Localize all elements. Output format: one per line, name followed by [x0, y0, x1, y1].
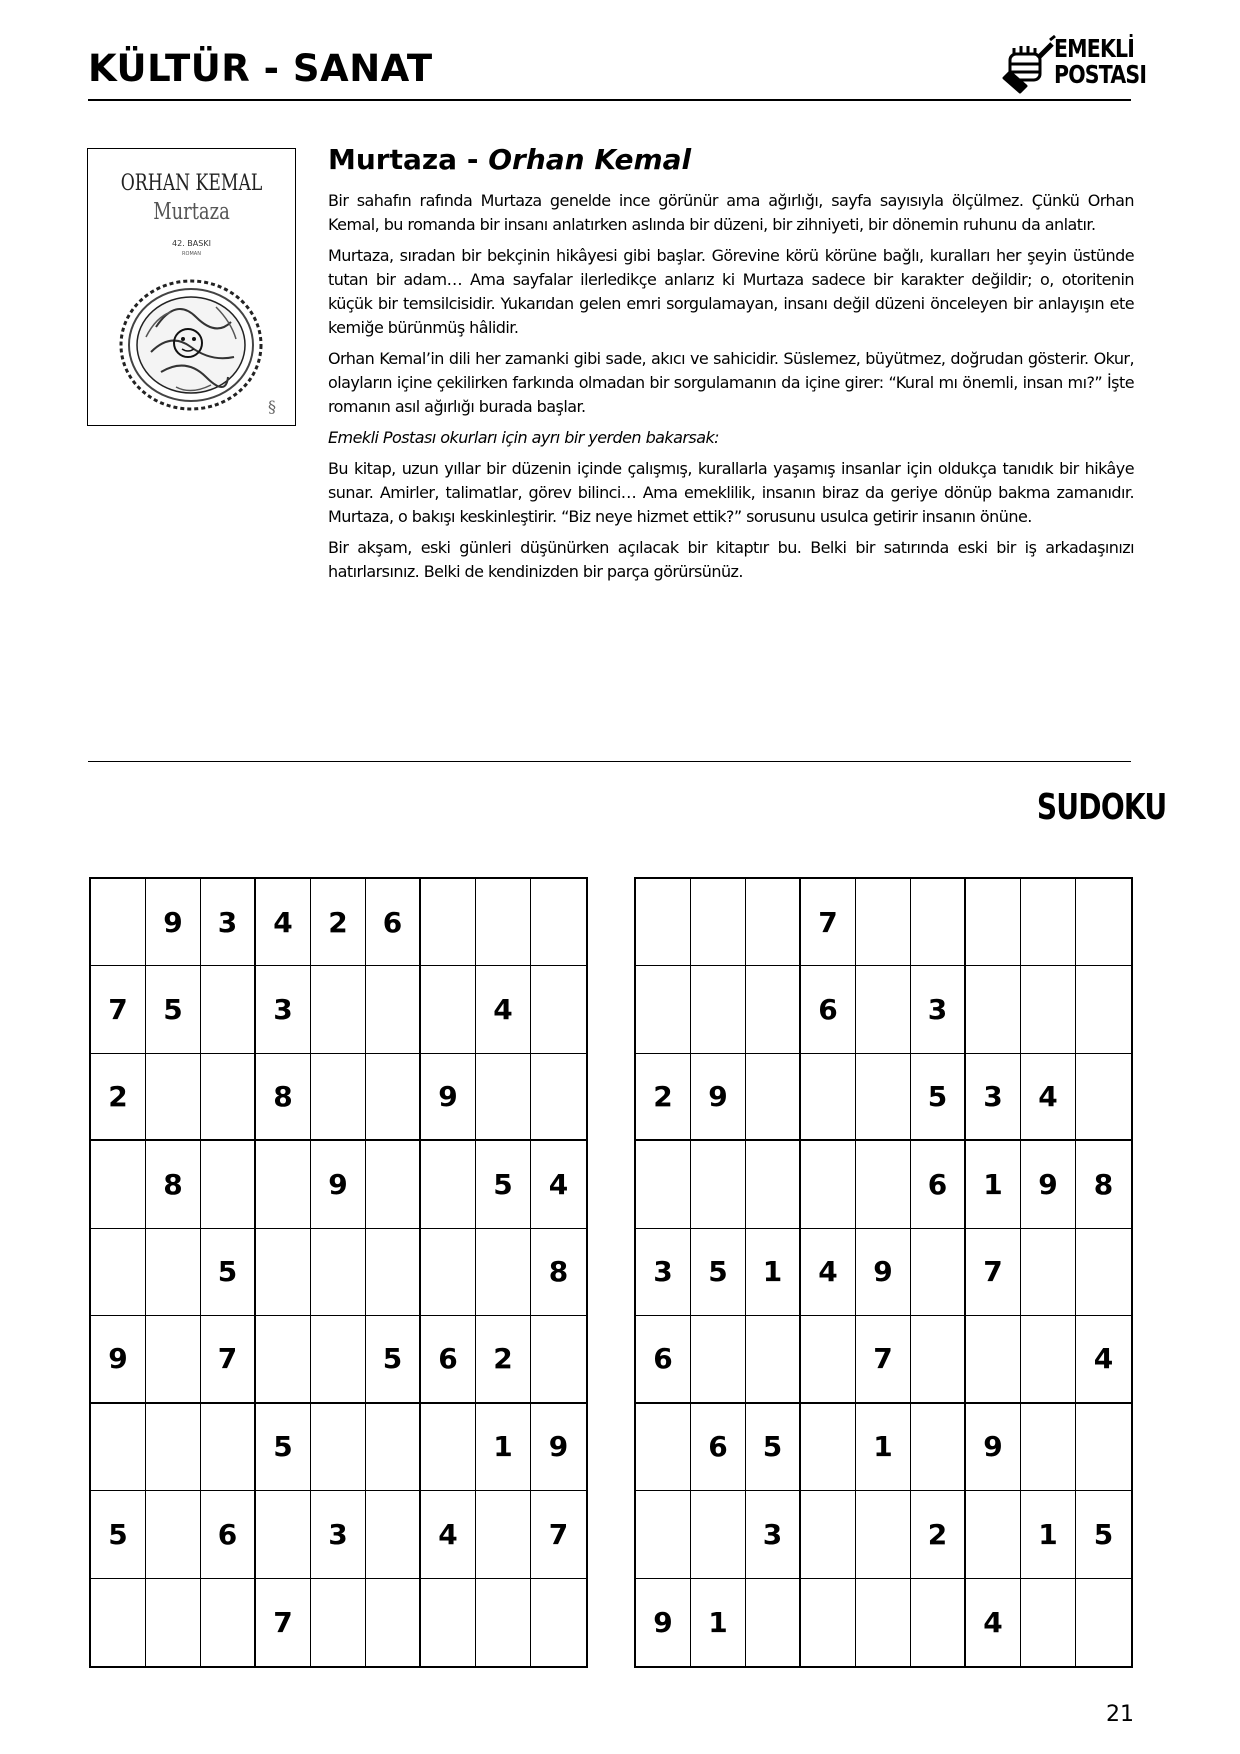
sudoku-cell[interactable]: 6 [201, 1491, 256, 1578]
sudoku-cell[interactable] [1021, 1404, 1076, 1491]
cover-author: ORHAN KEMAL [120, 171, 263, 196]
sudoku-cell[interactable] [966, 1491, 1021, 1578]
sudoku-cell[interactable] [366, 1404, 421, 1491]
sudoku-cell[interactable]: 9 [636, 1579, 691, 1666]
sudoku-cell[interactable]: 7 [91, 966, 146, 1053]
sudoku-cell[interactable] [911, 1579, 966, 1666]
sudoku-cell[interactable]: 3 [201, 879, 256, 966]
sudoku-cell[interactable]: 6 [911, 1141, 966, 1228]
sudoku-cell[interactable]: 7 [531, 1491, 586, 1578]
article-paragraph: Murtaza, sıradan bir bekçinin hikâyesi gibi başlar. Görevine körü körüne bağlı, kuralları her şeyin üstünde tutan bir adam… Ama sayfalar ilerledikçe anlarız ki Murtaza sadece bir karakter değildir; o, otoritenin küçük bir temsilcisidir. Yukarıdan gelen emri sorgulamayan, insanı değil düzeni önceleyen bir anlayışın ete kemiğe bürünmüş hâlidir. [328, 246, 1134, 337]
sudoku-cell[interactable]: 9 [311, 1141, 366, 1228]
sudoku-cell[interactable] [1076, 1579, 1131, 1666]
sudoku-cell[interactable] [746, 1316, 801, 1403]
sudoku-cell[interactable]: 2 [636, 1054, 691, 1141]
sudoku-cell[interactable] [366, 1054, 421, 1141]
sudoku-cell[interactable]: 7 [966, 1229, 1021, 1316]
sudoku-cell[interactable]: 1 [746, 1229, 801, 1316]
sudoku-cell[interactable] [636, 966, 691, 1053]
sudoku-cell[interactable] [201, 1054, 256, 1141]
sudoku-cell[interactable]: 9 [691, 1054, 746, 1141]
logo-line-1: EMEKLİ [1054, 34, 1135, 63]
article [328, 143, 1134, 591]
sudoku-cell[interactable] [91, 1229, 146, 1316]
sudoku-cell[interactable] [201, 1141, 256, 1228]
sudoku-cell[interactable]: 1 [966, 1141, 1021, 1228]
sudoku-cell[interactable]: 5 [911, 1054, 966, 1141]
sudoku-cell[interactable] [421, 1141, 476, 1228]
sudoku-cell[interactable] [91, 1579, 146, 1666]
sudoku-cell[interactable] [1021, 1316, 1076, 1403]
sudoku-cell[interactable] [746, 1141, 801, 1228]
sudoku-cell[interactable] [531, 1579, 586, 1666]
sudoku-cell[interactable] [311, 1316, 366, 1403]
sudoku-cell[interactable] [531, 1316, 586, 1403]
sudoku-cell[interactable]: 4 [256, 879, 311, 966]
sudoku-cell[interactable]: 8 [256, 1054, 311, 1141]
sudoku-cell[interactable] [1021, 879, 1076, 966]
sudoku-cell[interactable] [1076, 879, 1131, 966]
sudoku-cell[interactable]: 3 [256, 966, 311, 1053]
sudoku-cell[interactable] [636, 1404, 691, 1491]
sudoku-cell[interactable]: 7 [856, 1316, 911, 1403]
sudoku-cell[interactable] [1076, 1054, 1131, 1141]
sudoku-cell[interactable] [256, 1316, 311, 1403]
section-divider [88, 761, 1131, 762]
book-cover-image [87, 148, 296, 426]
sudoku-cell[interactable]: 7 [256, 1579, 311, 1666]
sudoku-cell[interactable] [256, 1491, 311, 1578]
sudoku-cell[interactable] [856, 879, 911, 966]
sudoku-cell[interactable] [911, 1316, 966, 1403]
logo-wordmark [1054, 36, 1146, 88]
sudoku-cell[interactable] [966, 966, 1021, 1053]
sudoku-cell[interactable] [911, 879, 966, 966]
sudoku-cell[interactable]: 1 [691, 1579, 746, 1666]
sudoku-cell[interactable]: 4 [1021, 1054, 1076, 1141]
sudoku-cell[interactable]: 3 [966, 1054, 1021, 1141]
page-number: 21 [1106, 1702, 1134, 1727]
sudoku-cell[interactable]: 4 [801, 1229, 856, 1316]
sudoku-cell[interactable] [801, 1491, 856, 1578]
sudoku-cell[interactable]: 3 [311, 1491, 366, 1578]
sudoku-cell[interactable]: 2 [911, 1491, 966, 1578]
sudoku-cell[interactable]: 5 [746, 1404, 801, 1491]
sudoku-cell[interactable] [146, 1316, 201, 1403]
sudoku-cell[interactable]: 6 [801, 966, 856, 1053]
sudoku-cell[interactable] [476, 1491, 531, 1578]
sudoku-cell[interactable] [91, 1404, 146, 1491]
sudoku-cell[interactable] [636, 1141, 691, 1228]
sudoku-cell[interactable] [911, 1404, 966, 1491]
sudoku-cell[interactable] [311, 1054, 366, 1141]
sudoku-cell[interactable] [801, 1404, 856, 1491]
sudoku-cell[interactable]: 4 [531, 1141, 586, 1228]
article-paragraph: Orhan Kemal’in dili her zamanki gibi sade, akıcı ve sahicidir. Süslemez, büyütmez, doğrudan gösterir. Okur, olayların içine çekilirken farkında olmadan bir sorgulamanın da içine girer: “Kural mı önemli, insan mı?” İşte romanın asıl ağırlığı burada başlar. [328, 349, 1134, 416]
sudoku-cell[interactable]: 5 [91, 1491, 146, 1578]
sudoku-cell[interactable]: 6 [366, 879, 421, 966]
sudoku-cell[interactable] [1021, 1229, 1076, 1316]
sudoku-cell[interactable]: 1 [476, 1404, 531, 1491]
article-title-author: Orhan Kemal [488, 143, 692, 176]
sudoku-cell[interactable]: 5 [201, 1229, 256, 1316]
sudoku-cell[interactable] [366, 1491, 421, 1578]
sudoku-cell[interactable] [421, 879, 476, 966]
fist-pencil-icon [1000, 34, 1056, 96]
sudoku-cell[interactable]: 9 [531, 1404, 586, 1491]
sudoku-cell[interactable]: 8 [146, 1141, 201, 1228]
sudoku-cell[interactable]: 3 [911, 966, 966, 1053]
sudoku-cell[interactable]: 5 [691, 1229, 746, 1316]
sudoku-cell[interactable] [856, 1054, 911, 1141]
sudoku-cell[interactable] [636, 879, 691, 966]
sudoku-cell[interactable]: 1 [1021, 1491, 1076, 1578]
sudoku-cell[interactable] [1021, 1579, 1076, 1666]
sudoku-cell[interactable]: 4 [966, 1579, 1021, 1666]
sudoku-cell[interactable]: 9 [856, 1229, 911, 1316]
sudoku-cell[interactable] [966, 879, 1021, 966]
sudoku-cell[interactable] [691, 879, 746, 966]
sudoku-cell[interactable]: 9 [966, 1404, 1021, 1491]
article-paragraph: Bu kitap, uzun yıllar bir düzenin içinde çalışmış, kurallarla yaşamış insanlar için oldukça tanıdık bir hikâye sunar. Amirler, talimatlar, görev bilinci… Ama emeklilik, insanın biraz da geriye dönüp bakma zamanıdır. Murtaza, o bakışı keskinleştirir. “Biz neye hizmet ettik?” sorusunu usulca getirir insanın önüne. [328, 459, 1134, 526]
sudoku-grid-left [89, 877, 588, 1668]
sudoku-cell[interactable] [421, 966, 476, 1053]
sudoku-cell[interactable] [746, 879, 801, 966]
sudoku-cell[interactable] [146, 1229, 201, 1316]
sudoku-cell[interactable] [476, 879, 531, 966]
sudoku-cell[interactable] [531, 879, 586, 966]
sudoku-cell[interactable] [366, 1579, 421, 1666]
sudoku-cell[interactable]: 5 [476, 1141, 531, 1228]
sudoku-cell[interactable] [146, 1579, 201, 1666]
sudoku-cell[interactable] [856, 1579, 911, 1666]
sudoku-cell[interactable] [801, 1054, 856, 1141]
article-paragraph: Bir sahafın rafında Murtaza genelde ince görünür ama ağırlığı, sayfa sayısıyla ölçülmez. Çünkü Orhan Kemal, bu romanda bir insanı anlatırken aslında bir düzeni, bir zihniyeti, bir dönemin ruhunu da anlatır. [328, 191, 1134, 234]
sudoku-cell[interactable] [91, 879, 146, 966]
sudoku-cell[interactable] [256, 1229, 311, 1316]
sudoku-cell[interactable]: 5 [146, 966, 201, 1053]
sudoku-cell[interactable] [691, 1491, 746, 1578]
sudoku-cell[interactable] [91, 1141, 146, 1228]
sudoku-cell[interactable] [746, 1054, 801, 1141]
sudoku-cell[interactable] [146, 1054, 201, 1141]
sudoku-cell[interactable] [1076, 966, 1131, 1053]
sudoku-cell[interactable]: 3 [636, 1229, 691, 1316]
header-rule [88, 99, 1131, 101]
sudoku-cell[interactable] [801, 1141, 856, 1228]
sudoku-cell[interactable]: 4 [476, 966, 531, 1053]
sudoku-cell[interactable] [636, 1491, 691, 1578]
sudoku-cell[interactable]: 4 [421, 1491, 476, 1578]
sudoku-cell[interactable] [311, 966, 366, 1053]
sudoku-cell[interactable]: 5 [256, 1404, 311, 1491]
sudoku-cell[interactable] [1076, 1229, 1131, 1316]
sudoku-cell[interactable] [691, 966, 746, 1053]
article-paragraph: Bir akşam, eski günleri düşünürken açılacak bir kitaptır bu. Belki bir satırında eski bir iş arkadaşınızı hatırlarsınız. Belki de kendinizden bir parça görürsünüz. [328, 538, 1134, 581]
sudoku-cell[interactable] [531, 1054, 586, 1141]
sudoku-cell[interactable]: 6 [421, 1316, 476, 1403]
sudoku-cell[interactable]: 5 [366, 1316, 421, 1403]
sudoku-cell[interactable] [801, 1579, 856, 1666]
sudoku-cell[interactable] [801, 1316, 856, 1403]
sudoku-cell[interactable] [691, 1141, 746, 1228]
sudoku-cell[interactable]: 2 [91, 1054, 146, 1141]
sudoku-cell[interactable] [911, 1229, 966, 1316]
sudoku-cell[interactable] [476, 1054, 531, 1141]
cover-title: Murtaza [153, 199, 230, 225]
sudoku-cell[interactable]: 1 [856, 1404, 911, 1491]
sudoku-cell[interactable] [201, 966, 256, 1053]
sudoku-cell[interactable] [256, 1141, 311, 1228]
sudoku-cell[interactable] [421, 1229, 476, 1316]
publisher-mark: § [268, 397, 276, 416]
sudoku-cell[interactable] [421, 1579, 476, 1666]
sudoku-cell[interactable] [691, 1316, 746, 1403]
sudoku-cell[interactable] [476, 1229, 531, 1316]
sudoku-cell[interactable] [421, 1404, 476, 1491]
logo-line-2: POSTASI [1054, 60, 1147, 89]
sudoku-grid-right [634, 877, 1133, 1668]
sudoku-cell[interactable] [856, 1141, 911, 1228]
sudoku-cell[interactable] [311, 1579, 366, 1666]
section-title: KÜLTÜR - SANAT [88, 47, 433, 90]
emekli-postasi-logo [1000, 34, 1147, 98]
sudoku-cell[interactable] [856, 966, 911, 1053]
sudoku-cell[interactable]: 7 [801, 879, 856, 966]
sudoku-cell[interactable]: 6 [636, 1316, 691, 1403]
sudoku-cell[interactable] [531, 966, 586, 1053]
sudoku-cell[interactable] [746, 966, 801, 1053]
sudoku-cell[interactable]: 9 [421, 1054, 476, 1141]
sudoku-cell[interactable]: 3 [746, 1491, 801, 1578]
sudoku-cell[interactable] [366, 1229, 421, 1316]
sudoku-cell[interactable] [746, 1579, 801, 1666]
sudoku-cell[interactable] [201, 1404, 256, 1491]
sudoku-cell[interactable] [966, 1316, 1021, 1403]
sudoku-cell[interactable] [311, 1404, 366, 1491]
cover-edition: 42. BASKI [172, 239, 211, 248]
sudoku-cell[interactable] [856, 1491, 911, 1578]
sudoku-cell[interactable] [201, 1579, 256, 1666]
sudoku-cell[interactable]: 8 [1076, 1141, 1131, 1228]
sudoku-cell[interactable] [1076, 1404, 1131, 1491]
sudoku-cell[interactable] [311, 1229, 366, 1316]
sudoku-cell[interactable]: 2 [476, 1316, 531, 1403]
sudoku-cell[interactable] [476, 1579, 531, 1666]
article-title [328, 143, 1134, 177]
sudoku-cell[interactable] [146, 1491, 201, 1578]
sudoku-cell[interactable] [366, 1141, 421, 1228]
sudoku-title: SUDOKU [1036, 787, 1167, 828]
sudoku-cell[interactable] [1021, 966, 1076, 1053]
article-subheading: Emekli Postası okurları için ayrı bir yerden bakarsak: [328, 428, 720, 447]
cover-subtitle: ROMAN [182, 251, 201, 257]
sudoku-cell[interactable]: 9 [1021, 1141, 1076, 1228]
sudoku-cell[interactable]: 7 [201, 1316, 256, 1403]
cover-illustration [116, 277, 266, 412]
sudoku-cell[interactable]: 9 [91, 1316, 146, 1403]
sudoku-cell[interactable]: 4 [1076, 1316, 1131, 1403]
sudoku-cell[interactable]: 9 [146, 879, 201, 966]
sudoku-cell[interactable]: 2 [311, 879, 366, 966]
sudoku-cell[interactable] [366, 966, 421, 1053]
sudoku-cell[interactable] [146, 1404, 201, 1491]
sudoku-cell[interactable]: 8 [531, 1229, 586, 1316]
article-title-plain: Murtaza - [328, 143, 489, 176]
sudoku-cell[interactable]: 6 [691, 1404, 746, 1491]
sudoku-cell[interactable]: 5 [1076, 1491, 1131, 1578]
